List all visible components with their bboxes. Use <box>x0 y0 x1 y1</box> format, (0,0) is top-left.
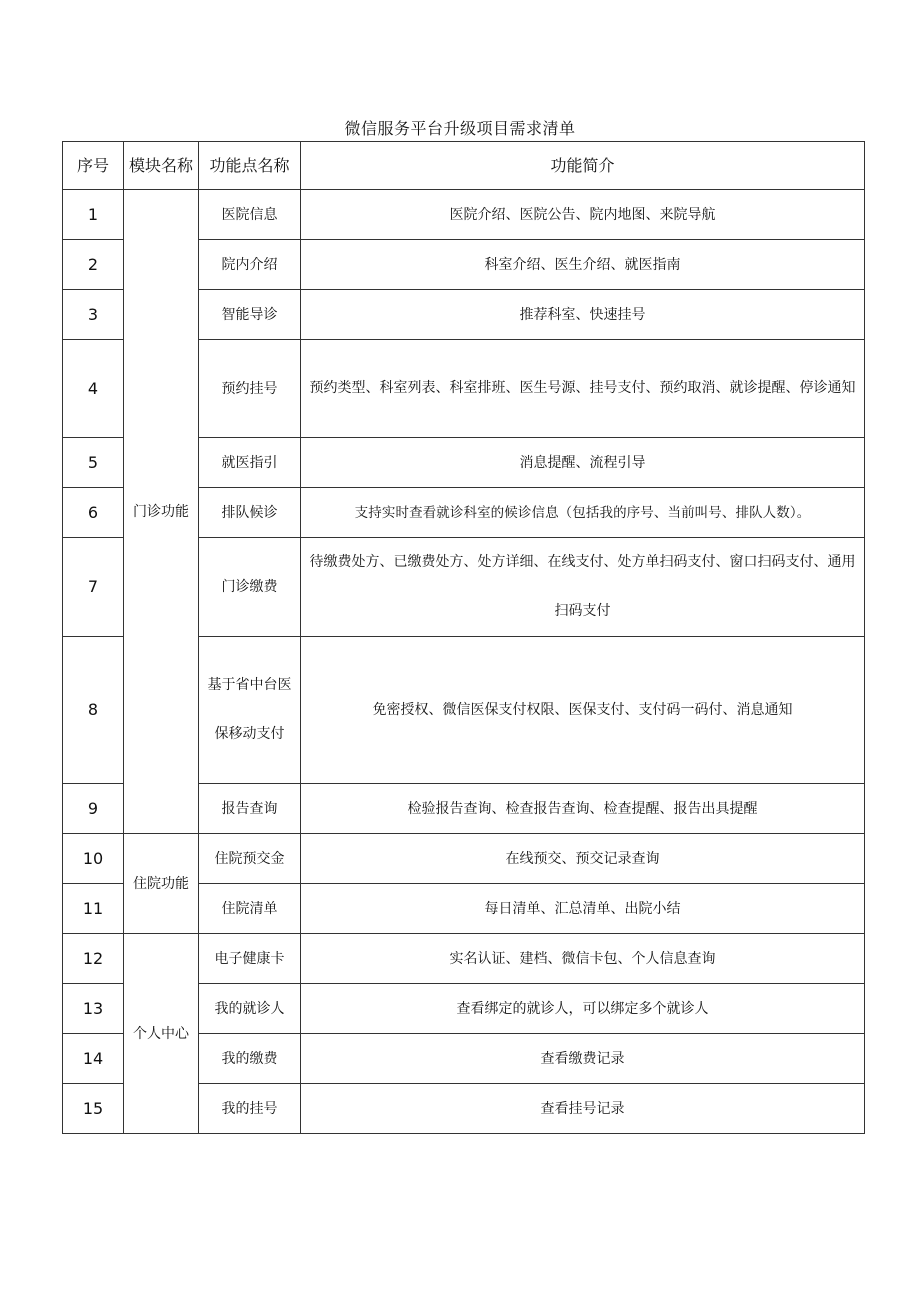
feature-desc: 在线预交、预交记录查询 <box>301 834 865 884</box>
feature-desc: 支持实时查看就诊科室的候诊信息（包括我的序号、当前叫号、排队人数）。 <box>301 488 865 538</box>
feature-desc: 免密授权、微信医保支付权限、医保支付、支付码一码付、消息通知 <box>301 637 865 784</box>
feature-name: 院内介绍 <box>199 240 301 290</box>
row-number: 11 <box>63 884 124 934</box>
header-module: 模块名称 <box>124 142 199 190</box>
feature-desc: 每日清单、汇总清单、出院小结 <box>301 884 865 934</box>
feature-desc: 消息提醒、流程引导 <box>301 438 865 488</box>
header-feature: 功能点名称 <box>199 142 301 190</box>
feature-name: 电子健康卡 <box>199 934 301 984</box>
feature-name: 报告查询 <box>199 784 301 834</box>
feature-desc: 查看挂号记录 <box>301 1084 865 1134</box>
row-number: 7 <box>63 538 124 637</box>
feature-desc: 医院介绍、医院公告、院内地图、来院导航 <box>301 190 865 240</box>
row-number: 15 <box>63 1084 124 1134</box>
row-number: 10 <box>63 834 124 884</box>
row-number: 6 <box>63 488 124 538</box>
row-number: 8 <box>63 637 124 784</box>
feature-name: 基于省中台医保移动支付 <box>199 637 301 784</box>
feature-desc: 查看缴费记录 <box>301 1034 865 1084</box>
feature-name: 智能导诊 <box>199 290 301 340</box>
module-inpatient: 住院功能 <box>124 834 199 934</box>
feature-name: 我的就诊人 <box>199 984 301 1034</box>
table-row <box>63 934 865 984</box>
feature-name: 我的缴费 <box>199 1034 301 1084</box>
module-outpatient: 门诊功能 <box>124 190 199 834</box>
feature-desc: 推荐科室、快速挂号 <box>301 290 865 340</box>
row-number: 14 <box>63 1034 124 1084</box>
feature-name: 住院清单 <box>199 884 301 934</box>
row-number: 9 <box>63 784 124 834</box>
feature-desc: 科室介绍、医生介绍、就医指南 <box>301 240 865 290</box>
feature-name: 我的挂号 <box>199 1084 301 1134</box>
header-seq: 序号 <box>63 142 124 190</box>
feature-desc: 预约类型、科室列表、科室排班、医生号源、挂号支付、预约取消、就诊提醒、停诊通知 <box>301 340 865 438</box>
row-number: 1 <box>63 190 124 240</box>
row-number: 3 <box>63 290 124 340</box>
feature-desc: 实名认证、建档、微信卡包、个人信息查询 <box>301 934 865 984</box>
feature-name: 医院信息 <box>199 190 301 240</box>
table-row <box>63 834 865 884</box>
header-desc: 功能简介 <box>301 142 865 190</box>
feature-name: 门诊缴费 <box>199 538 301 637</box>
feature-desc: 检验报告查询、检查报告查询、检查提醒、报告出具提醒 <box>301 784 865 834</box>
row-number: 4 <box>63 340 124 438</box>
requirements-table <box>62 141 865 1134</box>
row-number: 2 <box>63 240 124 290</box>
row-number: 13 <box>63 984 124 1034</box>
feature-name: 就医指引 <box>199 438 301 488</box>
feature-name: 住院预交金 <box>199 834 301 884</box>
document-title: 微信服务平台升级项目需求清单 <box>344 119 576 138</box>
feature-desc: 查看绑定的就诊人，可以绑定多个就诊人 <box>301 984 865 1034</box>
feature-name: 预约挂号 <box>199 340 301 438</box>
module-personal: 个人中心 <box>124 934 199 1134</box>
table-header-row <box>63 142 865 190</box>
feature-name: 排队候诊 <box>199 488 301 538</box>
row-number: 12 <box>63 934 124 984</box>
feature-desc: 待缴费处方、已缴费处方、处方详细、在线支付、处方单扫码支付、窗口扫码支付、通用扫码支付 <box>301 538 865 637</box>
row-number: 5 <box>63 438 124 488</box>
table-row <box>63 190 865 240</box>
